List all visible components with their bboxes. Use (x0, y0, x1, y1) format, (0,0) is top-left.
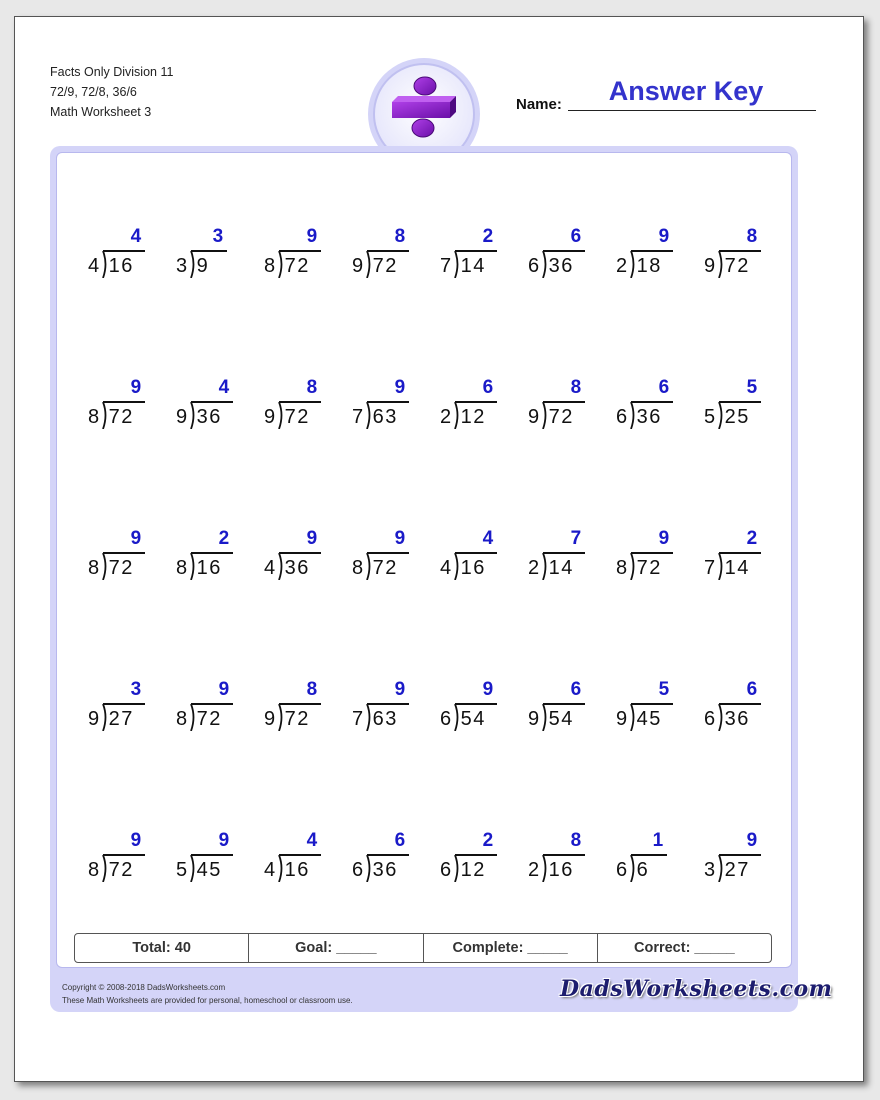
divisor: 8 (352, 557, 365, 579)
division-bracket (542, 251, 548, 277)
divisor: 2 (528, 557, 541, 579)
dividend: 72 (284, 708, 310, 730)
division-bracket (630, 402, 636, 428)
divisor: 9 (704, 255, 717, 277)
dividend: 36 (636, 406, 662, 428)
divisor: 4 (440, 557, 453, 579)
division-bracket (630, 704, 636, 730)
answer-key-label: Answer Key (608, 76, 764, 106)
divisor: 4 (264, 557, 277, 579)
division-bracket (454, 855, 460, 881)
answer: 8 (746, 226, 758, 247)
answer: 9 (482, 679, 494, 700)
divisor: 2 (616, 255, 629, 277)
dividend: 16 (460, 557, 486, 579)
divisor: 2 (528, 859, 541, 881)
division-problem (616, 377, 686, 437)
divisor: 6 (440, 708, 453, 730)
division-bracket (718, 855, 724, 881)
division-bracket (718, 553, 724, 579)
worksheet-info (50, 62, 173, 122)
answer: 8 (570, 830, 582, 851)
division-bracket (102, 553, 108, 579)
dividend: 45 (636, 708, 662, 730)
worksheet-number: Math Worksheet 3 (50, 105, 152, 119)
division-problem (352, 679, 422, 739)
score-bar (74, 933, 772, 963)
division-problem (440, 830, 510, 890)
division-bracket (718, 251, 724, 277)
division-problem (176, 830, 246, 890)
dividend: 54 (460, 708, 486, 730)
dividend: 63 (372, 406, 398, 428)
divisor: 3 (704, 859, 717, 881)
division-bracket (278, 251, 284, 277)
answer: 5 (658, 679, 670, 700)
division-problem (528, 226, 598, 286)
dividend: 72 (196, 708, 222, 730)
division-problem (616, 528, 686, 588)
division-bracket (718, 402, 724, 428)
divisor: 9 (176, 406, 189, 428)
dividend: 72 (724, 255, 750, 277)
divisor: 7 (704, 557, 717, 579)
dividend: 16 (548, 859, 574, 881)
dividend: 45 (196, 859, 222, 881)
division-bracket (454, 704, 460, 730)
answer: 3 (212, 226, 224, 247)
dividend: 36 (548, 255, 574, 277)
score-goal[interactable]: Goal: _____ (249, 934, 423, 962)
dadsworksheets-logo: DadsWorksheets.com (560, 976, 833, 1002)
division-problem (616, 830, 686, 890)
divisor: 6 (616, 406, 629, 428)
division-problem (528, 528, 598, 588)
answer: 9 (218, 830, 230, 851)
division-bracket (630, 855, 636, 881)
answer: 8 (570, 377, 582, 398)
answer: 7 (570, 528, 582, 549)
division-bracket (454, 402, 460, 428)
dividend: 27 (724, 859, 750, 881)
dividend: 16 (108, 255, 134, 277)
answer: 6 (658, 377, 670, 398)
divisor: 7 (352, 406, 365, 428)
answer: 9 (394, 679, 406, 700)
divisor: 4 (264, 859, 277, 881)
division-problem (88, 377, 158, 437)
divisor: 8 (176, 708, 189, 730)
division-bracket (366, 855, 372, 881)
division-bracket (366, 251, 372, 277)
dividend: 36 (196, 406, 222, 428)
divisor: 9 (528, 708, 541, 730)
divisor: 8 (88, 406, 101, 428)
division-problem (88, 830, 158, 890)
answer: 9 (658, 528, 670, 549)
answer: 4 (306, 830, 318, 851)
answer: 9 (130, 528, 142, 549)
answer: 2 (482, 830, 494, 851)
divisor: 8 (264, 255, 277, 277)
divisor: 7 (352, 708, 365, 730)
division-problem (88, 679, 158, 739)
dividend: 72 (108, 859, 134, 881)
answer: 9 (394, 528, 406, 549)
divisor: 9 (264, 406, 277, 428)
division-bracket (630, 553, 636, 579)
score-total: Total: 40 (75, 934, 249, 962)
copyright-notice (62, 981, 353, 1007)
divisor: 8 (616, 557, 629, 579)
division-bracket (542, 704, 548, 730)
division-bracket (190, 402, 196, 428)
division-bracket (102, 251, 108, 277)
division-problem (264, 377, 334, 437)
divisor: 9 (352, 255, 365, 277)
division-bracket (190, 704, 196, 730)
answer: 6 (482, 377, 494, 398)
division-problem (176, 377, 246, 437)
division-bracket (102, 402, 108, 428)
divisor: 6 (704, 708, 717, 730)
division-bracket (190, 251, 196, 277)
dividend: 72 (284, 255, 310, 277)
name-field[interactable] (568, 110, 816, 111)
division-bracket (366, 704, 372, 730)
division-problem (264, 528, 334, 588)
answer: 2 (482, 226, 494, 247)
divisor: 4 (88, 255, 101, 277)
answer: 9 (218, 679, 230, 700)
division-problem (616, 679, 686, 739)
division-problem (88, 226, 158, 286)
answer: 8 (306, 679, 318, 700)
answer: 9 (306, 528, 318, 549)
division-bracket (542, 855, 548, 881)
divisor: 9 (264, 708, 277, 730)
answer: 4 (130, 226, 142, 247)
division-problem (704, 528, 774, 588)
dividend: 14 (724, 557, 750, 579)
division-problem (616, 226, 686, 286)
division-problem (440, 377, 510, 437)
division-problem (704, 679, 774, 739)
dividend: 16 (284, 859, 310, 881)
division-bracket (454, 553, 460, 579)
divisor: 5 (704, 406, 717, 428)
division-bracket (542, 402, 548, 428)
answer: 1 (652, 830, 664, 851)
answer: 6 (394, 830, 406, 851)
dividend: 12 (460, 859, 486, 881)
division-problem (704, 377, 774, 437)
division-bracket (102, 855, 108, 881)
answer: 9 (394, 377, 406, 398)
divisor: 2 (440, 406, 453, 428)
dividend: 72 (372, 255, 398, 277)
division-bracket (278, 402, 284, 428)
answer: 4 (482, 528, 494, 549)
dividend: 25 (724, 406, 750, 428)
divisor: 6 (616, 859, 629, 881)
divisor: 6 (528, 255, 541, 277)
answer: 9 (658, 226, 670, 247)
division-problem (264, 679, 334, 739)
divisor: 3 (176, 255, 189, 277)
dividend: 72 (636, 557, 662, 579)
division-problem (704, 226, 774, 286)
division-bracket (542, 553, 548, 579)
division-problem (440, 528, 510, 588)
division-bracket (190, 553, 196, 579)
division-problem (176, 528, 246, 588)
divisor: 9 (88, 708, 101, 730)
dividend: 63 (372, 708, 398, 730)
division-bracket (190, 855, 196, 881)
dividend: 16 (196, 557, 222, 579)
answer: 9 (130, 377, 142, 398)
division-problem (176, 679, 246, 739)
divisor: 5 (176, 859, 189, 881)
divisor: 8 (88, 859, 101, 881)
dividend: 14 (548, 557, 574, 579)
answer: 3 (130, 679, 142, 700)
dividend: 54 (548, 708, 574, 730)
divisor: 9 (616, 708, 629, 730)
division-problem (264, 226, 334, 286)
division-problem (176, 226, 246, 286)
usage-notice: These Math Worksheets are provided for personal, homeschool or classroom use. (62, 996, 353, 1005)
division-problem (264, 830, 334, 890)
division-bracket (718, 704, 724, 730)
division-bracket (454, 251, 460, 277)
divisor: 8 (176, 557, 189, 579)
division-problem (352, 226, 422, 286)
dividend: 72 (372, 557, 398, 579)
division-problem (528, 830, 598, 890)
answer: 4 (218, 377, 230, 398)
division-bracket (630, 251, 636, 277)
answer: 6 (570, 679, 582, 700)
dividend: 27 (108, 708, 134, 730)
division-bracket (278, 553, 284, 579)
answer: 2 (218, 528, 230, 549)
division-problem (528, 377, 598, 437)
dividend: 12 (460, 406, 486, 428)
name-label: Name: (516, 96, 562, 113)
division-problem (704, 830, 774, 890)
divisor: 9 (528, 406, 541, 428)
dividend: 6 (636, 859, 650, 881)
division-problem (528, 679, 598, 739)
answer: 8 (394, 226, 406, 247)
answer: 9 (746, 830, 758, 851)
divisor: 7 (440, 255, 453, 277)
divisor: 6 (352, 859, 365, 881)
answer: 2 (746, 528, 758, 549)
dividend: 72 (284, 406, 310, 428)
copyright-line: Copyright © 2008-2018 DadsWorksheets.com (62, 983, 226, 992)
division-problem (88, 528, 158, 588)
answer: 8 (306, 377, 318, 398)
answer: 6 (746, 679, 758, 700)
worksheet-title: Facts Only Division 11 (50, 65, 174, 79)
division-bracket (102, 704, 108, 730)
division-problem (440, 226, 510, 286)
worksheet-facts: 72/9, 72/8, 36/6 (50, 85, 137, 99)
division-bracket (366, 402, 372, 428)
dividend: 72 (108, 406, 134, 428)
division-problem (352, 528, 422, 588)
dividend: 36 (372, 859, 398, 881)
score-correct[interactable]: Correct: _____ (634, 940, 735, 956)
division-problem (440, 679, 510, 739)
dividend: 72 (108, 557, 134, 579)
answer: 9 (130, 830, 142, 851)
answer: 5 (746, 377, 758, 398)
division-bracket (366, 553, 372, 579)
divisor: 8 (88, 557, 101, 579)
division-problem (352, 377, 422, 437)
division-bracket (278, 704, 284, 730)
dividend: 14 (460, 255, 486, 277)
dividend: 9 (196, 255, 210, 277)
division-bracket (278, 855, 284, 881)
dividend: 36 (724, 708, 750, 730)
answer: 6 (570, 226, 582, 247)
dividend: 36 (284, 557, 310, 579)
dividend: 18 (636, 255, 662, 277)
score-complete[interactable]: Complete: _____ (424, 934, 598, 962)
dividend: 72 (548, 406, 574, 428)
answer: 9 (306, 226, 318, 247)
divisor: 6 (440, 859, 453, 881)
division-problem (352, 830, 422, 890)
